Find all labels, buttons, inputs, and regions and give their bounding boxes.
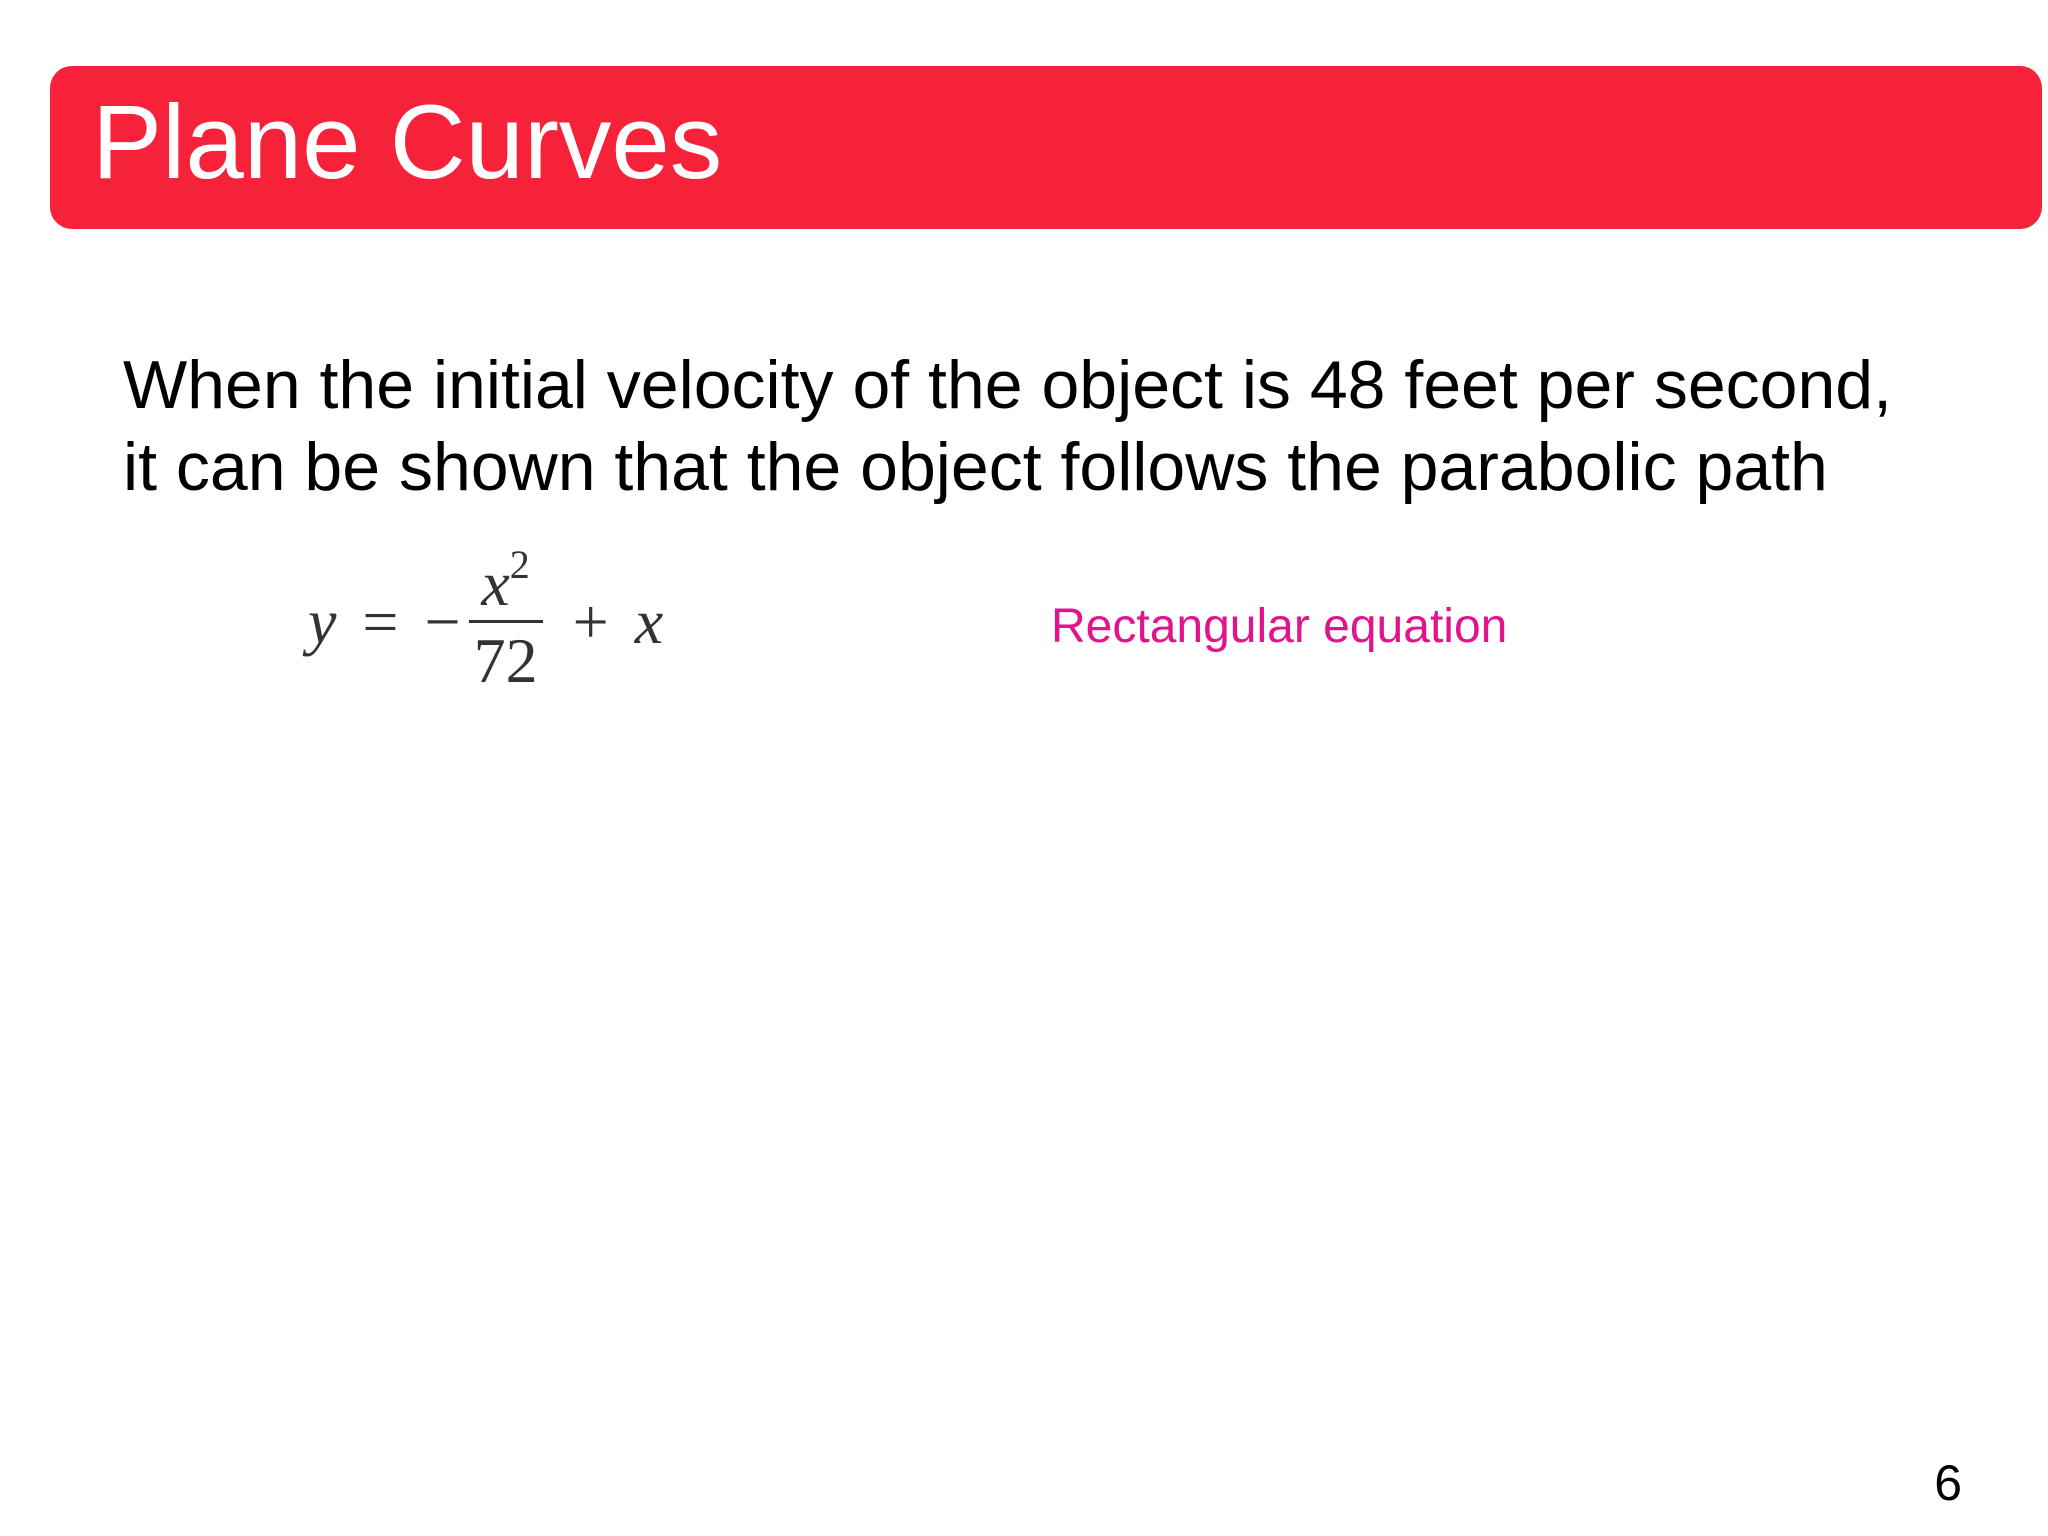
title-banner <box>50 66 2042 229</box>
equation-fraction <box>469 542 543 696</box>
numerator-base: x <box>481 548 510 620</box>
equation-rhs: x <box>634 586 664 657</box>
equation-lhs: y <box>308 586 337 657</box>
body-paragraph <box>123 344 1973 508</box>
numerator-exponent: 2 <box>509 542 530 588</box>
equation-plus-sign: + <box>572 586 609 657</box>
slide-title: Plane Curves <box>92 84 723 201</box>
rectangular-equation <box>308 542 663 702</box>
equation-minus-sign: − <box>424 586 461 657</box>
fraction-denominator: 72 <box>473 624 538 696</box>
fraction-numerator <box>475 542 535 620</box>
page-number: 6 <box>1934 1455 1962 1511</box>
body-line-2: it can be shown that the object follows the parabolic path <box>123 429 1828 505</box>
body-line-1: When the initial velocity of the object is 48 feet per second, <box>123 347 1892 423</box>
equation-label: Rectangular equation <box>1051 600 1508 653</box>
equation-equals-sign: = <box>362 586 399 657</box>
